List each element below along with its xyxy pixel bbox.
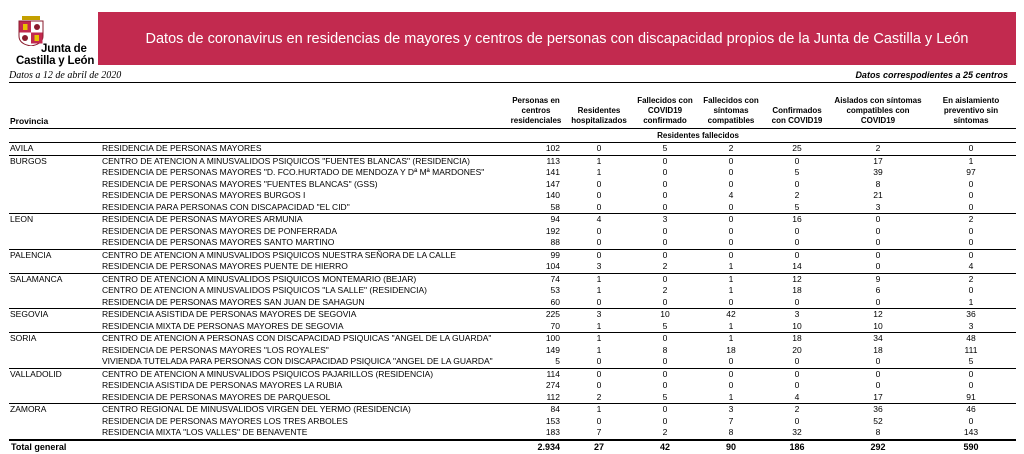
value-cell: 183: [545, 427, 560, 438]
value-cell: 112: [546, 391, 560, 402]
value-cell: 20: [792, 344, 802, 355]
value-cell: 4: [968, 261, 974, 272]
value-cell: 0: [662, 178, 668, 189]
value-cell: 60: [550, 296, 560, 307]
province-cell: SORIA: [9, 333, 100, 345]
value-cell: 74: [506, 273, 566, 285]
value-cell: 0: [698, 249, 764, 261]
value-cell: 0: [596, 178, 602, 189]
center-name-cell: VIVIENDA TUTELADA PARA PERSONAS CON DISCAPACIDAD PSIQUICA "ANGEL DE LA GUARDA": [102, 356, 493, 367]
title-banner: [98, 12, 1016, 65]
value-cell: 1: [566, 404, 632, 416]
value-cell: 0: [968, 380, 974, 391]
value-cell: 0: [698, 155, 764, 167]
total-value: 292: [830, 440, 926, 454]
total-value: 2.934: [506, 440, 566, 454]
value-cell: 10: [632, 309, 698, 321]
value-cell: 17: [873, 391, 883, 402]
value-cell: 17: [830, 155, 926, 167]
value-cell: 0: [728, 296, 734, 307]
province-cell: BURGOS: [9, 155, 100, 167]
value-cell: 0: [794, 225, 800, 236]
value-cell: 39: [873, 167, 883, 178]
value-cell: 99: [506, 249, 566, 261]
value-cell: 113: [506, 155, 566, 167]
value-cell: 0: [728, 167, 734, 178]
value-cell: 0: [794, 178, 800, 189]
value-cell: 5: [632, 143, 698, 156]
value-cell: 5: [794, 167, 800, 178]
value-cell: 2: [596, 391, 602, 402]
value-cell: 25: [764, 143, 830, 156]
value-cell: 18: [873, 344, 883, 355]
col-header-centro: [100, 88, 506, 129]
value-cell: 88: [550, 237, 560, 248]
province-cell: [9, 427, 100, 440]
value-cell: 0: [968, 225, 974, 236]
value-cell: 36: [926, 309, 1016, 321]
center-name-cell: RESIDENCIA DE PERSONAS MAYORES DE PONFERRADA: [102, 225, 338, 236]
value-cell: 147: [545, 178, 560, 189]
center-name-cell: RESIDENCIA DE PERSONAS MAYORES LOS TRES ARBOLES: [102, 415, 348, 426]
value-cell: 0: [830, 368, 926, 380]
province-cell: [9, 285, 100, 297]
value-cell: 6: [875, 285, 881, 296]
value-cell: 0: [875, 380, 881, 391]
value-cell: 8: [662, 344, 668, 355]
value-cell: 0: [662, 167, 668, 178]
center-name-cell: CENTRO DE ATENCION A MINUSVALIDOS PSIQUICOS NUESTRA SEÑORA DE LA CALLE: [100, 249, 506, 261]
value-cell: 14: [792, 261, 802, 272]
value-cell: 1: [596, 167, 602, 178]
value-cell: 8: [875, 427, 881, 438]
province-cell: [9, 345, 100, 357]
value-cell: 5: [662, 320, 668, 331]
value-cell: 91: [966, 391, 976, 402]
center-name-cell: CENTRO REGIONAL DE MINUSVALIDOS VIRGEN DEL YERMO (RESIDENCIA): [100, 404, 506, 416]
residences-table: [9, 88, 1016, 454]
value-cell: 8: [728, 427, 734, 438]
value-cell: 0: [566, 249, 632, 261]
value-cell: 1: [968, 296, 974, 307]
value-cell: 0: [968, 237, 974, 248]
value-cell: 0: [764, 155, 830, 167]
date-label: Datos a 12 de abril de 2020: [9, 70, 122, 81]
value-cell: 0: [632, 404, 698, 416]
value-cell: 0: [632, 249, 698, 261]
total-value: 42: [632, 440, 698, 454]
value-cell: 0: [794, 237, 800, 248]
value-cell: 52: [873, 415, 883, 426]
value-cell: 3: [698, 404, 764, 416]
value-cell: 0: [662, 201, 668, 212]
value-cell: 4: [566, 214, 632, 226]
center-name-cell: RESIDENCIA DE PERSONAS MAYORES SAN JUAN DE SAHAGUN: [102, 296, 365, 307]
value-cell: 0: [926, 143, 1016, 156]
value-cell: 0: [926, 368, 1016, 380]
value-cell: 53: [550, 285, 560, 296]
center-name-cell: CENTRO DE ATENCION A PERSONAS CON DISCAPACIDAD PSIQUICAS "ANGEL DE LA GUARDA": [100, 333, 506, 345]
value-cell: 2: [830, 143, 926, 156]
center-name-cell: RESIDENCIA MIXTA DE PERSONAS MAYORES DE SEGOVIA: [102, 320, 344, 331]
value-cell: 1: [566, 333, 632, 345]
value-cell: 1: [698, 273, 764, 285]
value-cell: 0: [662, 190, 668, 201]
table-row: [9, 190, 1016, 202]
value-cell: 0: [698, 214, 764, 226]
table-row: [9, 202, 1016, 214]
value-cell: 274: [545, 380, 560, 391]
value-cell: 102: [506, 143, 566, 156]
center-name-cell: RESIDENCIA DE PERSONAS MAYORES "D. FCO.HURTADO DE MENDOZA Y Dª Mª MARDONES": [102, 167, 485, 178]
value-cell: 0: [875, 237, 881, 248]
province-cell: [9, 226, 100, 238]
top-divider: [9, 82, 1016, 83]
table-row: [9, 273, 1016, 285]
province-cell: LEON: [9, 214, 100, 226]
value-cell: 0: [926, 249, 1016, 261]
value-cell: 1: [728, 320, 734, 331]
value-cell: 100: [506, 333, 566, 345]
center-name-cell: RESIDENCIA DE PERSONAS MAYORES SANTO MARTINO: [102, 237, 335, 248]
table-row: [9, 345, 1016, 357]
value-cell: 0: [968, 415, 974, 426]
logo-text: [16, 43, 95, 67]
value-cell: 1: [596, 320, 602, 331]
center-name-cell: RESIDENCIA DE PERSONAS MAYORES "LOS ROYALES": [102, 344, 329, 355]
value-cell: 12: [764, 273, 830, 285]
center-name-cell: RESIDENCIA DE PERSONAS MAYORES: [100, 143, 506, 156]
col-header-fallecidos-sintomas: Fallecidos con síntomas compatibles: [698, 88, 764, 129]
total-value: 90: [698, 440, 764, 454]
value-cell: 0: [596, 296, 602, 307]
total-label: Total general: [9, 440, 506, 454]
table-row: [9, 321, 1016, 333]
value-cell: 0: [875, 356, 881, 367]
center-name-cell: CENTRO DE ATENCION A MINUSVALIDOS PSIQUICOS PAJARILLOS (RESIDENCIA): [100, 368, 506, 380]
table-row: [9, 261, 1016, 273]
province-cell: ZAMORA: [9, 404, 100, 416]
province-cell: [9, 261, 100, 273]
value-cell: 4: [728, 190, 734, 201]
value-cell: 0: [728, 356, 734, 367]
table-row: [9, 214, 1016, 226]
value-cell: 34: [830, 333, 926, 345]
table-row: [9, 297, 1016, 309]
value-cell: 153: [545, 415, 560, 426]
col-header-personas: Personas en centros residenciales: [506, 88, 566, 129]
province-cell: [9, 392, 100, 404]
value-cell: 18: [764, 333, 830, 345]
value-cell: 0: [728, 201, 734, 212]
col-header-hospitalizados: Residentes hospitalizados: [566, 88, 632, 129]
value-cell: 2: [794, 190, 800, 201]
province-cell: SALAMANCA: [9, 273, 100, 285]
table-row: [9, 179, 1016, 191]
table-row: [9, 309, 1016, 321]
center-name-cell: CENTRO DE ATENCION A MINUSVALIDOS PSIQUICOS "LA SALLE" (RESIDENCIA): [102, 285, 428, 296]
value-cell: 1: [596, 344, 602, 355]
province-cell: [9, 297, 100, 309]
value-cell: 97: [966, 167, 976, 178]
table-row: [9, 237, 1016, 249]
province-cell: [9, 380, 100, 392]
value-cell: 0: [764, 368, 830, 380]
value-cell: 140: [545, 190, 560, 201]
value-cell: 1: [566, 273, 632, 285]
value-cell: 2: [662, 261, 668, 272]
value-cell: 0: [875, 261, 881, 272]
value-cell: 12: [830, 309, 926, 321]
value-cell: 0: [875, 225, 881, 236]
table-row: [9, 368, 1016, 380]
value-cell: 0: [632, 333, 698, 345]
banner-title: Datos de coronavirus en residencias de mayores y centros de personas con discapacidad propios de la Junta de Castilla y León: [145, 30, 969, 47]
center-name-cell: CENTRO DE ATENCION A MINUSVALIDOS PSIQUICOS "FUENTES BLANCAS" (RESIDENCIA): [100, 155, 506, 167]
table-row: [9, 356, 1016, 368]
value-cell: 0: [662, 415, 668, 426]
junta-logo: [8, 12, 98, 67]
value-cell: 114: [506, 368, 566, 380]
value-cell: 0: [596, 415, 602, 426]
center-name-cell: RESIDENCIA MIXTA "LOS VALLES" DE BENAVENTE: [102, 427, 308, 438]
province-cell: [9, 202, 100, 214]
value-cell: 0: [632, 368, 698, 380]
subheader-row: [9, 129, 1016, 143]
total-value: 590: [926, 440, 1016, 454]
value-cell: 192: [545, 225, 560, 236]
value-cell: 10: [792, 320, 802, 331]
center-name-cell: CENTRO DE ATENCION A MINUSVALIDOS PSIQUICOS MONTEMARIO (BEJAR): [100, 273, 506, 285]
value-cell: 7: [596, 427, 602, 438]
value-cell: 143: [963, 427, 979, 438]
value-cell: 2: [662, 285, 668, 296]
value-cell: 0: [596, 356, 602, 367]
value-cell: 0: [968, 201, 974, 212]
value-cell: 0: [830, 214, 926, 226]
subheader-fallecidos: Residentes fallecidos: [657, 131, 739, 140]
value-cell: 141: [545, 167, 560, 178]
value-cell: 48: [926, 333, 1016, 345]
value-cell: 0: [794, 356, 800, 367]
table-row: [9, 380, 1016, 392]
value-cell: 36: [830, 404, 926, 416]
col-header-fallecidos-confirmado: Fallecidos con COVID19 confirmado: [632, 88, 698, 129]
value-cell: 16: [764, 214, 830, 226]
value-cell: 1: [596, 285, 602, 296]
value-cell: 58: [550, 201, 560, 212]
total-value: 186: [764, 440, 830, 454]
value-cell: 3: [566, 309, 632, 321]
value-cell: 0: [662, 237, 668, 248]
value-cell: 149: [545, 344, 560, 355]
province-cell: AVILA: [9, 143, 100, 156]
logo-line1: Junta de: [41, 43, 87, 55]
value-cell: 10: [873, 320, 883, 331]
value-cell: 7: [728, 415, 734, 426]
value-cell: 42: [698, 309, 764, 321]
value-cell: 5: [794, 201, 800, 212]
value-cell: 70: [550, 320, 560, 331]
value-cell: 94: [506, 214, 566, 226]
table-row: [9, 226, 1016, 238]
value-cell: 3: [596, 261, 602, 272]
value-cell: 3: [875, 201, 881, 212]
coat-of-arms-icon: [18, 16, 44, 46]
value-cell: 0: [794, 380, 800, 391]
center-name-cell: RESIDENCIA ASISTIDA DE PERSONAS MAYORES DE SEGOVIA: [100, 309, 506, 321]
value-cell: 5: [662, 391, 668, 402]
center-name-cell: RESIDENCIA DE PERSONAS MAYORES DE PARQUESOL: [102, 391, 331, 402]
province-cell: VALLADOLID: [9, 368, 100, 380]
value-cell: 104: [545, 261, 560, 272]
province-cell: [9, 356, 100, 368]
value-cell: 18: [792, 285, 802, 296]
value-cell: 0: [875, 296, 881, 307]
value-cell: 3: [632, 214, 698, 226]
province-cell: [9, 167, 100, 179]
value-cell: 8: [875, 178, 881, 189]
value-cell: 0: [728, 380, 734, 391]
value-cell: 2: [926, 214, 1016, 226]
table-row: [9, 404, 1016, 416]
center-name-cell: RESIDENCIA DE PERSONAS MAYORES "FUENTES BLANCAS" (GSS): [102, 178, 378, 189]
table-row: [9, 416, 1016, 428]
province-cell: PALENCIA: [9, 249, 100, 261]
value-cell: 0: [968, 178, 974, 189]
value-cell: 2: [698, 143, 764, 156]
center-name-cell: RESIDENCIA DE PERSONAS MAYORES BURGOS I: [102, 190, 306, 201]
value-cell: 21: [873, 190, 883, 201]
header-row: [9, 88, 1016, 129]
value-cell: 18: [726, 344, 736, 355]
value-cell: 3: [968, 320, 974, 331]
logo-line2: Castilla y León: [16, 55, 95, 67]
table-row: [9, 249, 1016, 261]
table-row: [9, 285, 1016, 297]
value-cell: 1: [698, 333, 764, 345]
value-cell: 0: [728, 237, 734, 248]
value-cell: 1: [566, 155, 632, 167]
province-cell: [9, 416, 100, 428]
col-header-aislamiento-preventivo: En aislamiento preventivo sin síntomas: [926, 88, 1016, 129]
value-cell: 0: [662, 296, 668, 307]
value-cell: 0: [728, 178, 734, 189]
value-cell: 3: [764, 309, 830, 321]
value-cell: 0: [662, 225, 668, 236]
value-cell: 1: [728, 285, 734, 296]
value-cell: 0: [662, 380, 668, 391]
center-name-cell: RESIDENCIA ASISTIDA DE PERSONAS MAYORES LA RUBIA: [102, 380, 343, 391]
value-cell: 0: [596, 380, 602, 391]
value-cell: 0: [968, 285, 974, 296]
value-cell: 0: [698, 368, 764, 380]
table-row: [9, 333, 1016, 345]
province-cell: [9, 321, 100, 333]
value-cell: 2: [662, 427, 668, 438]
value-cell: 0: [632, 155, 698, 167]
value-cell: 0: [968, 190, 974, 201]
value-cell: 5: [555, 356, 560, 367]
value-cell: 0: [596, 225, 602, 236]
centers-label: Datos correspodientes a 25 centros: [855, 70, 1008, 80]
total-row: [9, 440, 1016, 454]
value-cell: 0: [830, 249, 926, 261]
col-header-confirmados: Confirmados con COVID19: [764, 88, 830, 129]
table-row: [9, 392, 1016, 404]
province-cell: SEGOVIA: [9, 309, 100, 321]
value-cell: 225: [506, 309, 566, 321]
table-row: [9, 167, 1016, 179]
value-cell: 0: [566, 143, 632, 156]
value-cell: 1: [728, 261, 734, 272]
center-name-cell: RESIDENCIA DE PERSONAS MAYORES ARMUNIA: [100, 214, 506, 226]
value-cell: 0: [596, 201, 602, 212]
value-cell: 0: [794, 296, 800, 307]
table-row: [9, 143, 1016, 156]
value-cell: 0: [662, 356, 668, 367]
province-cell: [9, 179, 100, 191]
table-row: [9, 155, 1016, 167]
province-cell: [9, 190, 100, 202]
value-cell: 0: [596, 237, 602, 248]
value-cell: 84: [506, 404, 566, 416]
value-cell: 1: [926, 155, 1016, 167]
center-name-cell: RESIDENCIA PARA PERSONAS CON DISCAPACIDAD "EL CID": [102, 201, 350, 212]
value-cell: 4: [794, 391, 800, 402]
value-cell: 9: [830, 273, 926, 285]
center-name-cell: RESIDENCIA DE PERSONAS MAYORES PUENTE DE HIERRO: [102, 261, 348, 272]
value-cell: 111: [964, 344, 978, 355]
value-cell: 1: [728, 391, 734, 402]
value-cell: 46: [926, 404, 1016, 416]
value-cell: 32: [792, 427, 802, 438]
value-cell: 5: [968, 356, 974, 367]
province-cell: [9, 237, 100, 249]
value-cell: 2: [764, 404, 830, 416]
total-value: 27: [566, 440, 632, 454]
value-cell: 0: [596, 190, 602, 201]
value-cell: 0: [794, 415, 800, 426]
value-cell: 0: [566, 368, 632, 380]
value-cell: 0: [764, 249, 830, 261]
value-cell: 0: [632, 273, 698, 285]
table-row: [9, 427, 1016, 440]
value-cell: 0: [728, 225, 734, 236]
table-body: [9, 143, 1016, 440]
col-header-aislados: Aislados con síntomas compatibles con COVID19: [830, 88, 926, 129]
col-header-provincia: Provincia: [9, 88, 100, 129]
value-cell: 2: [926, 273, 1016, 285]
